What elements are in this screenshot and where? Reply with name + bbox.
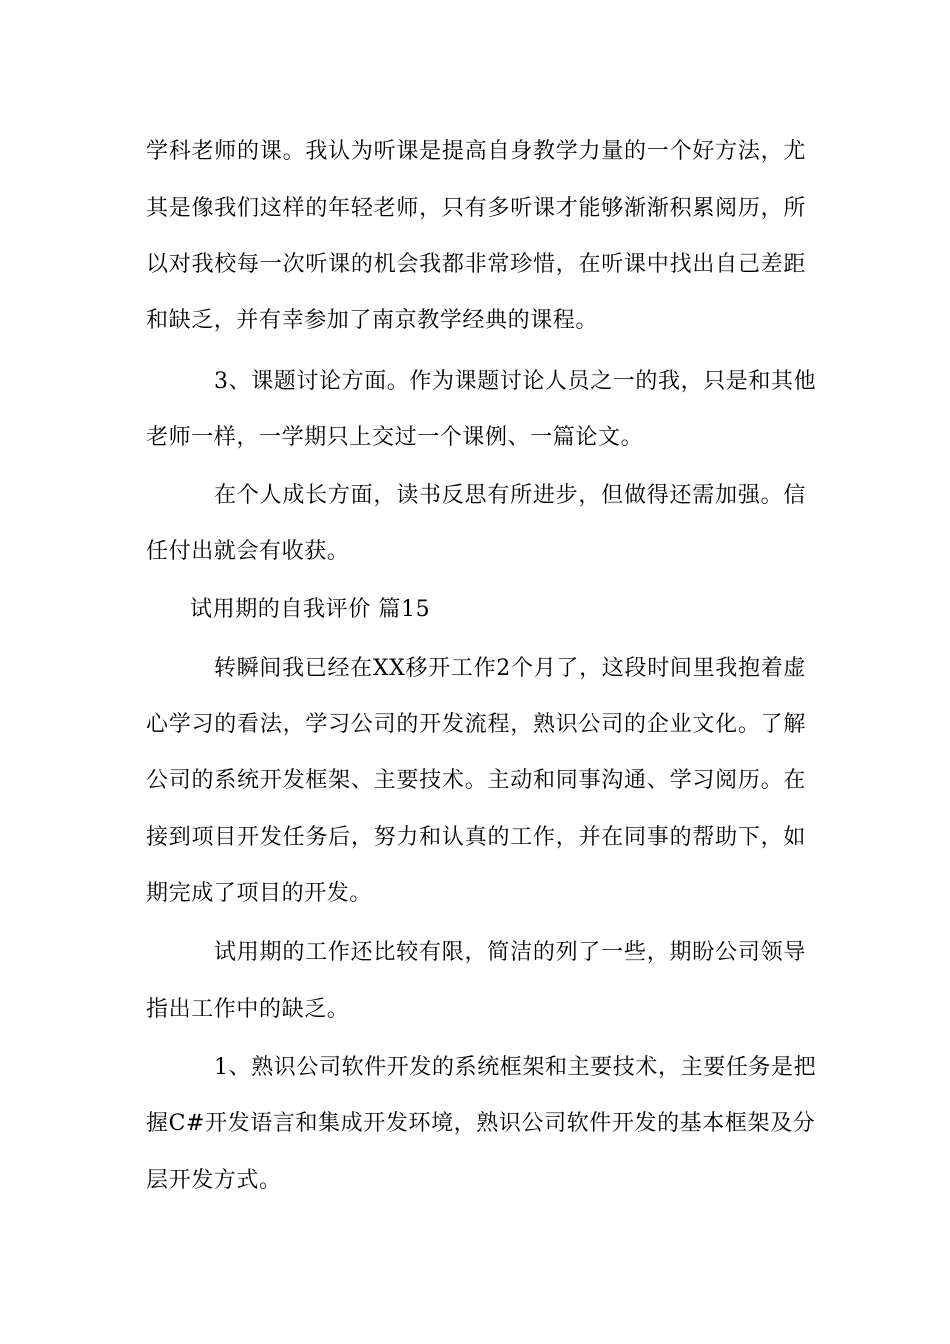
paragraph-line: 任付出就会有收获。: [146, 539, 350, 564]
paragraph-line: 握C#开发语言和集成开发环境，熟识公司软件开发的基本框架及分: [146, 1111, 816, 1136]
paragraph-line: 试用期的工作还比较有限，简洁的列了一些，期盼公司领导: [214, 940, 806, 965]
paragraph-line: 接到项目开发任务后，努力和认真的工作，并在同事的帮助下，如: [146, 825, 806, 850]
paragraph-line: 层开发方式。: [146, 1168, 282, 1193]
paragraph-line: 1、熟识公司软件开发的系统框架和主要技术，主要任务是把: [214, 1055, 817, 1080]
paragraph-line: 指出工作中的缺乏。: [146, 997, 350, 1022]
paragraph-line: 公司的系统开发框架、主要技术。主动和同事沟通、学习阅历。在: [146, 768, 806, 793]
section-heading: 试用期的自我评价 篇15: [190, 597, 431, 622]
paragraph-line: 学科老师的课。我认为听课是提高自身教学力量的一个好方法，尤: [146, 139, 806, 164]
paragraph-line: 和缺乏，并有幸参加了南京教学经典的课程。: [146, 308, 599, 333]
paragraph-line: 期完成了项目的开发。: [146, 881, 373, 906]
paragraph-line: 以对我校每一次听课的机会我都非常珍惜，在听课中找出自己差距: [146, 252, 806, 277]
paragraph-line: 3、课题讨论方面。作为课题讨论人员之一的我，只是和其他: [214, 369, 817, 394]
paragraph-line: 心学习的看法，学习公司的开发流程，熟识公司的企业文化。了解: [146, 712, 806, 737]
paragraph-line: 在个人成长方面，读书反思有所进步，但做得还需加强。信: [214, 483, 806, 508]
paragraph-line: 其是像我们这样的年轻老师，只有多听课才能够渐渐积累阅历，所: [146, 196, 806, 221]
paragraph-line: 老师一样，一学期只上交过一个课例、一篇论文。: [146, 425, 644, 450]
paragraph-line: 转瞬间我已经在XX移开工作2个月了，这段时间里我抱着虚: [214, 656, 806, 681]
